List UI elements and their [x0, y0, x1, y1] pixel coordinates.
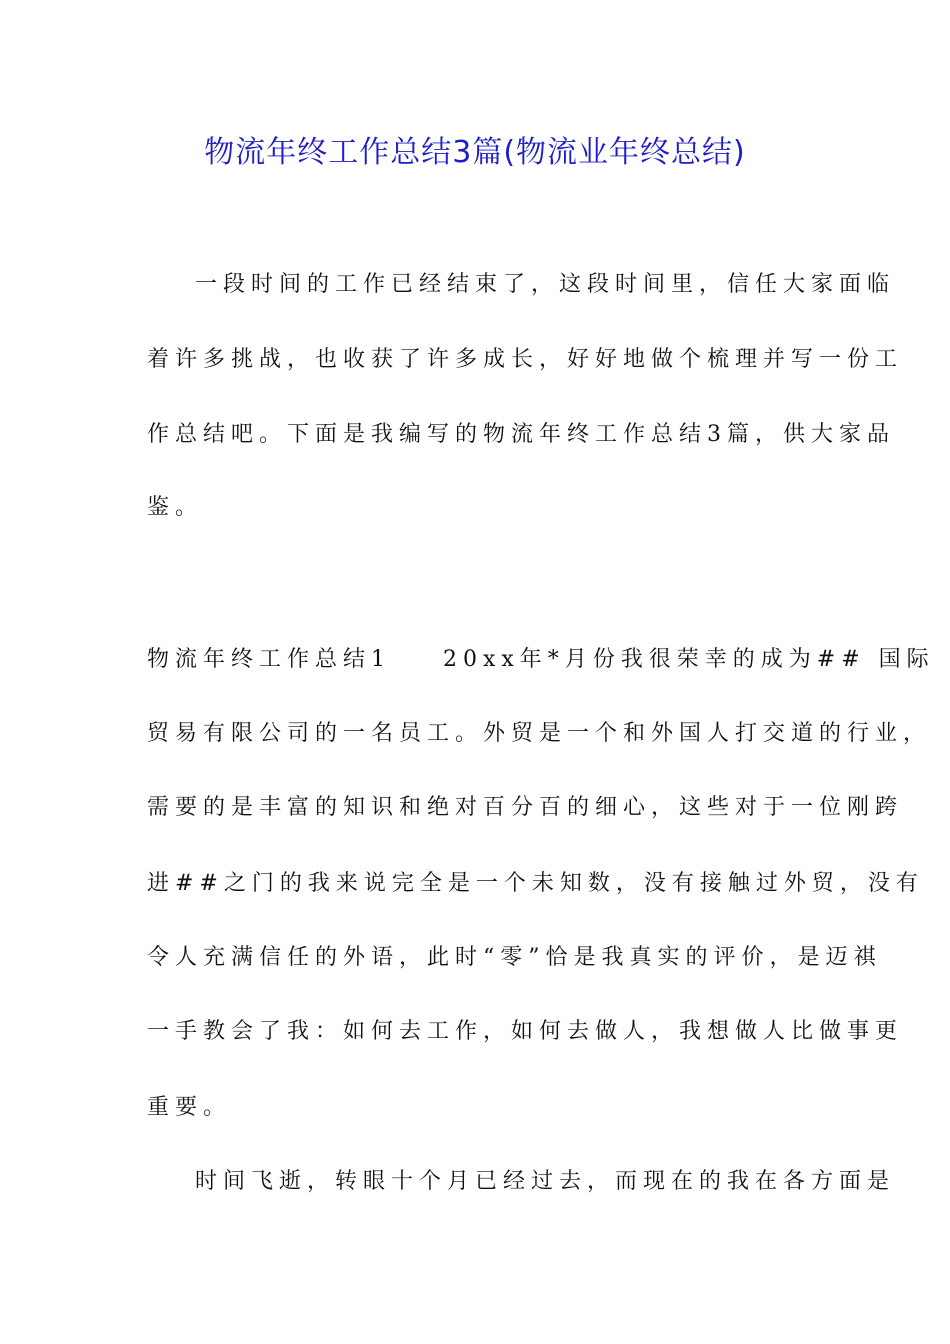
- section1-line-4: 进##之门的我来说完全是一个未知数，没有接触过外贸，没有: [147, 871, 924, 896]
- section1-line-5: 令人充满信任的外语，此时“零”恰是我真实的评价，是迈祺: [147, 945, 882, 970]
- intro-line-2: 着许多挑战，也收获了许多成长，好好地做个梳理并写一份工: [147, 347, 904, 372]
- section1-line-3: 需要的是丰富的知识和绝对百分百的细心，这些对于一位刚跨: [147, 795, 904, 820]
- document-title: 物流年终工作总结3篇(物流业年终总结): [204, 135, 746, 170]
- intro-line-4: 鉴。: [147, 495, 204, 520]
- intro-line-1: 一段时间的工作已经结束了，这段时间里，信任大家面临: [195, 272, 896, 297]
- section1-heading: 物流年终工作总结1: [147, 647, 391, 672]
- paragraph2-line-1: 时间飞逝，转眼十个月已经过去，而现在的我在各方面是: [195, 1169, 896, 1194]
- section1-first-line: [147, 640, 935, 680]
- section1-line-7: 重要。: [147, 1095, 232, 1120]
- section1-line-6: 一手教会了我：如何去工作，如何去做人，我想做人比做事更: [147, 1019, 904, 1044]
- intro-line-3: 作总结吧。下面是我编写的物流年终工作总结3篇，供大家品: [147, 422, 895, 447]
- section1-line-1: 20xx年*月份我很荣幸的成为## 国际: [443, 647, 935, 672]
- section1-line-2: 贸易有限公司的一名员工。外贸是一个和外国人打交道的行业，: [147, 721, 932, 746]
